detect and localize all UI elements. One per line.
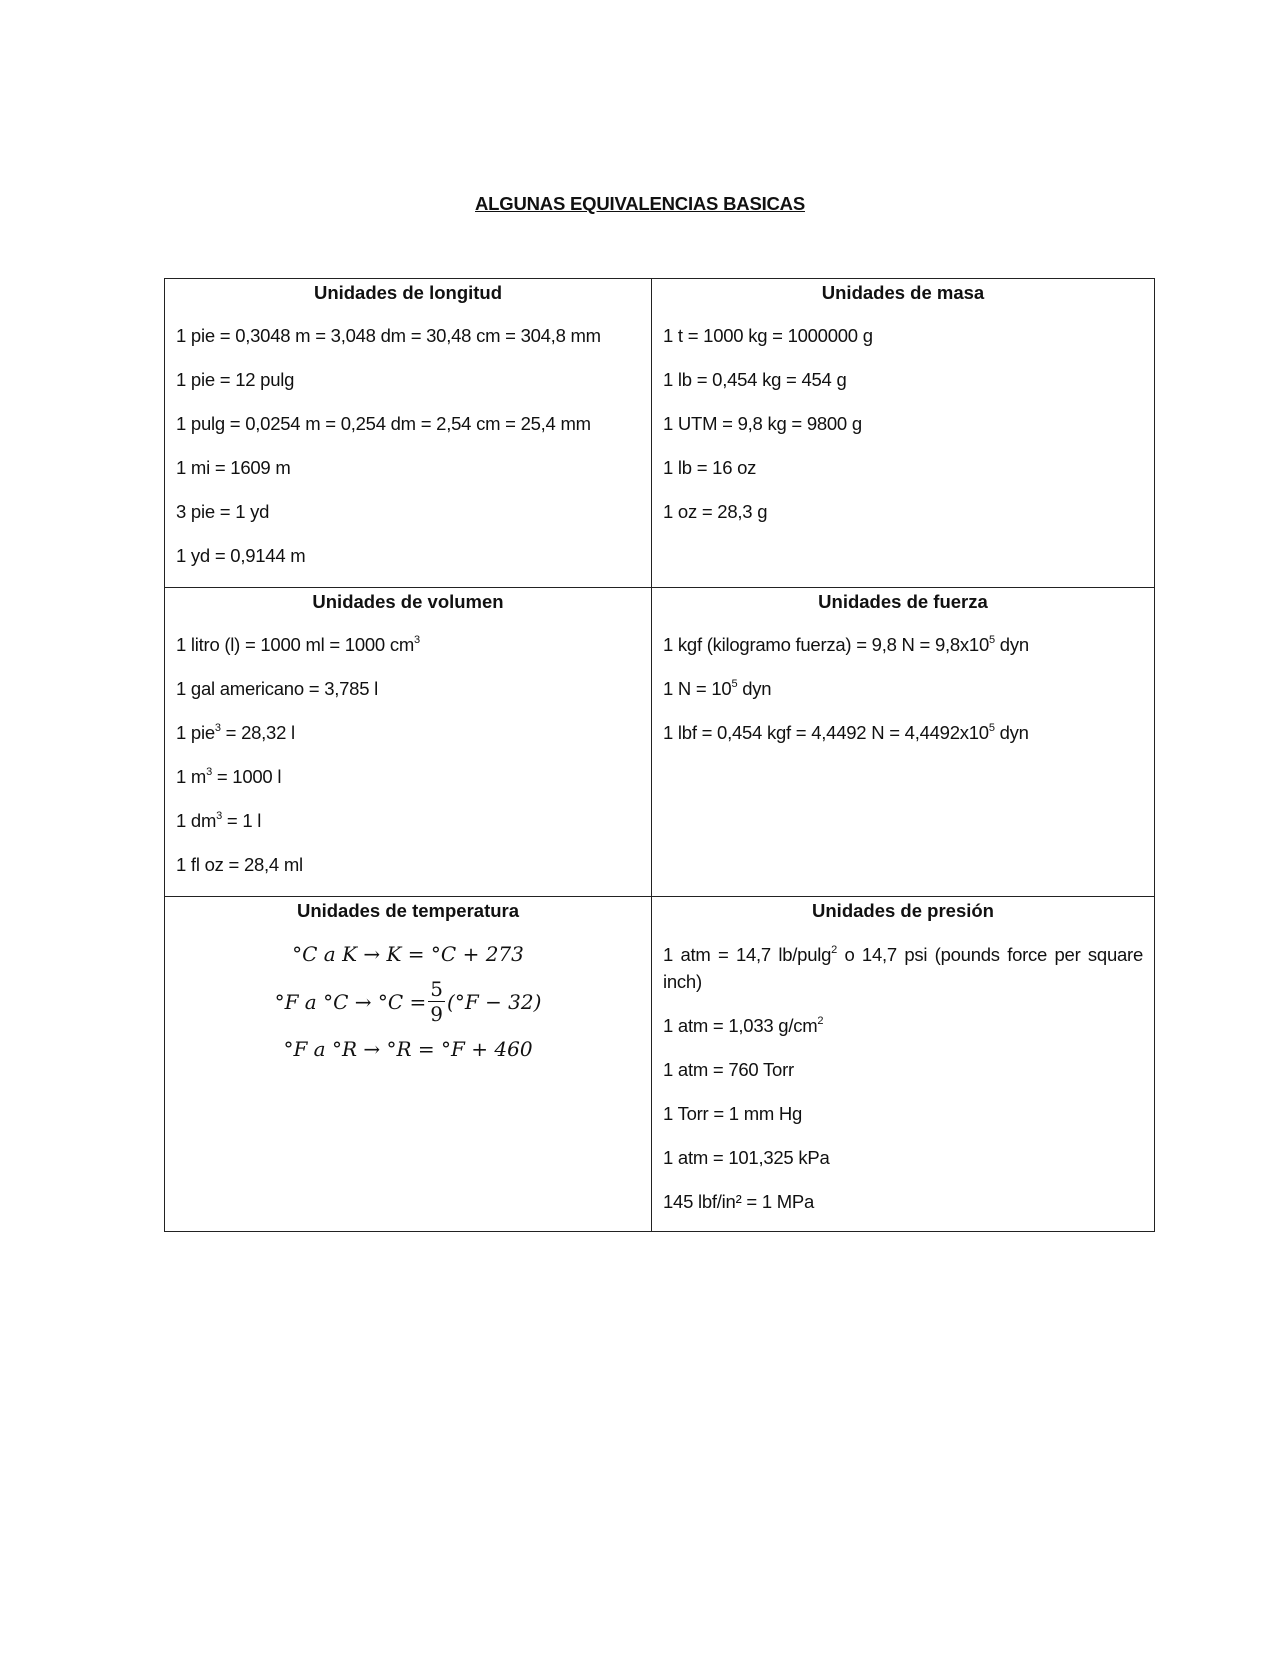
volume-item-text: 1 pie	[176, 722, 215, 743]
volume-item-text: 1 m	[176, 766, 207, 787]
temperature-heading: Unidades de temperatura	[296, 900, 520, 921]
pressure-item	[652, 941, 1154, 995]
temperature-cell	[165, 897, 652, 1232]
superscript: 3	[216, 809, 223, 822]
volume-heading: Unidades de volumen	[312, 591, 504, 612]
mass-item: 1 t = 1000 kg = 1000000 g	[663, 325, 873, 346]
force-item	[652, 632, 1154, 658]
formula-expression: °C =	[377, 989, 427, 1014]
volume-item	[165, 720, 651, 746]
volume-item	[165, 632, 651, 658]
formula-c-to-k	[165, 941, 651, 967]
force-item-text: 1 lbf = 0,454 kgf = 4,4492 N = 4,4492x10	[663, 722, 989, 743]
superscript: 3	[414, 633, 420, 646]
mass-heading: Unidades de masa	[821, 282, 985, 303]
length-heading: Unidades de longitud	[313, 282, 503, 303]
pressure-item-text: 1 atm = 1,033 g/cm	[663, 1015, 818, 1036]
force-item	[652, 676, 1154, 702]
volume-item: 1 gal americano = 3,785 l	[176, 678, 379, 699]
fraction-numerator: 5	[430, 977, 444, 1001]
pressure-item: 1 Torr = 1 mm Hg	[663, 1103, 803, 1124]
volume-item-text: = 1 l	[222, 810, 262, 831]
superscript: 5	[989, 633, 995, 646]
table-row	[165, 279, 1155, 588]
mass-item: 1 lb = 16 oz	[663, 457, 757, 478]
mass-item: 1 oz = 28,3 g	[663, 501, 768, 522]
superscript: 3	[206, 765, 212, 778]
equivalences-table	[164, 278, 1155, 1232]
superscript: 5	[731, 677, 738, 690]
table-row	[165, 588, 1155, 897]
force-item-text: dyn	[994, 722, 1029, 743]
force-item-text: 1 kgf (kilogramo fuerza) = 9,8 N = 9,8x10	[663, 634, 990, 655]
pressure-item-text: o 14,7 psi (pounds force per square inch)	[663, 944, 1143, 992]
volume-item-text: 1 dm	[176, 810, 217, 831]
pressure-item	[652, 1013, 1154, 1039]
superscript: 2	[831, 943, 838, 956]
formula-label: °C a K	[292, 942, 358, 966]
document-title: ALGUNAS EQUIVALENCIAS BASICAS	[475, 193, 805, 214]
volume-item-text: 1 litro (l) = 1000 ml = 1000 cm	[176, 634, 414, 655]
length-item: 1 mi = 1609 m	[176, 457, 291, 478]
length-cell	[165, 279, 652, 588]
volume-item	[165, 764, 651, 790]
volume-cell	[165, 588, 652, 897]
length-item: 1 pie = 12 pulg	[176, 369, 295, 390]
volume-item	[165, 808, 651, 834]
formula-expression: (°F − 32)	[447, 989, 542, 1014]
table-row	[165, 897, 1155, 1232]
formula-expression: K = °C + 273	[386, 942, 524, 966]
length-item: 1 yd = 0,9144 m	[176, 545, 306, 566]
mass-item: 1 lb = 0,454 kg = 454 g	[663, 369, 847, 390]
pressure-item: 1 atm = 760 Torr	[663, 1059, 794, 1080]
formula-f-to-r	[165, 1036, 651, 1062]
pressure-item: 1 atm = 101,325 kPa	[663, 1147, 830, 1168]
formula-expression: °R = °F + 460	[386, 1037, 533, 1061]
volume-item-text: = 28,32 l	[220, 722, 295, 743]
force-item-text: dyn	[994, 634, 1029, 655]
superscript: 2	[817, 1014, 824, 1027]
length-item: 3 pie = 1 yd	[176, 501, 270, 522]
volume-item-text: = 1000 l	[211, 766, 282, 787]
length-item: 1 pulg = 0,0254 m = 0,254 dm = 2,54 cm = 25,4 mm	[176, 413, 591, 434]
volume-item: 1 fl oz = 28,4 ml	[176, 854, 303, 875]
pressure-cell	[652, 897, 1155, 1232]
mass-item: 1 UTM = 9,8 kg = 9800 g	[663, 413, 862, 434]
arrow-icon: →	[357, 1037, 387, 1061]
force-item	[652, 720, 1154, 746]
pressure-item-text: 1 atm = 14,7 lb/pulg	[663, 944, 832, 965]
formula-label: °F a °C	[274, 989, 349, 1014]
pressure-heading: Unidades de presión	[812, 900, 994, 921]
superscript: 5	[988, 721, 995, 734]
length-item: 1 pie = 0,3048 m = 3,048 dm = 30,48 cm = 304,8 mm	[176, 325, 601, 346]
arrow-icon: →	[348, 989, 378, 1014]
force-item-text: dyn	[737, 678, 772, 699]
force-heading: Unidades de fuerza	[818, 591, 988, 612]
mass-cell	[652, 279, 1155, 588]
fraction	[428, 977, 445, 1026]
force-cell	[652, 588, 1155, 897]
superscript: 3	[214, 721, 221, 734]
fraction-denominator: 9	[430, 1002, 444, 1026]
pressure-item: 145 lbf/in² = 1 MPa	[663, 1191, 815, 1212]
formula-f-to-c	[165, 977, 651, 1026]
arrow-icon: →	[357, 942, 387, 966]
formula-label: °F a °R	[283, 1037, 358, 1061]
force-item-text: 1 N = 10	[663, 678, 732, 699]
